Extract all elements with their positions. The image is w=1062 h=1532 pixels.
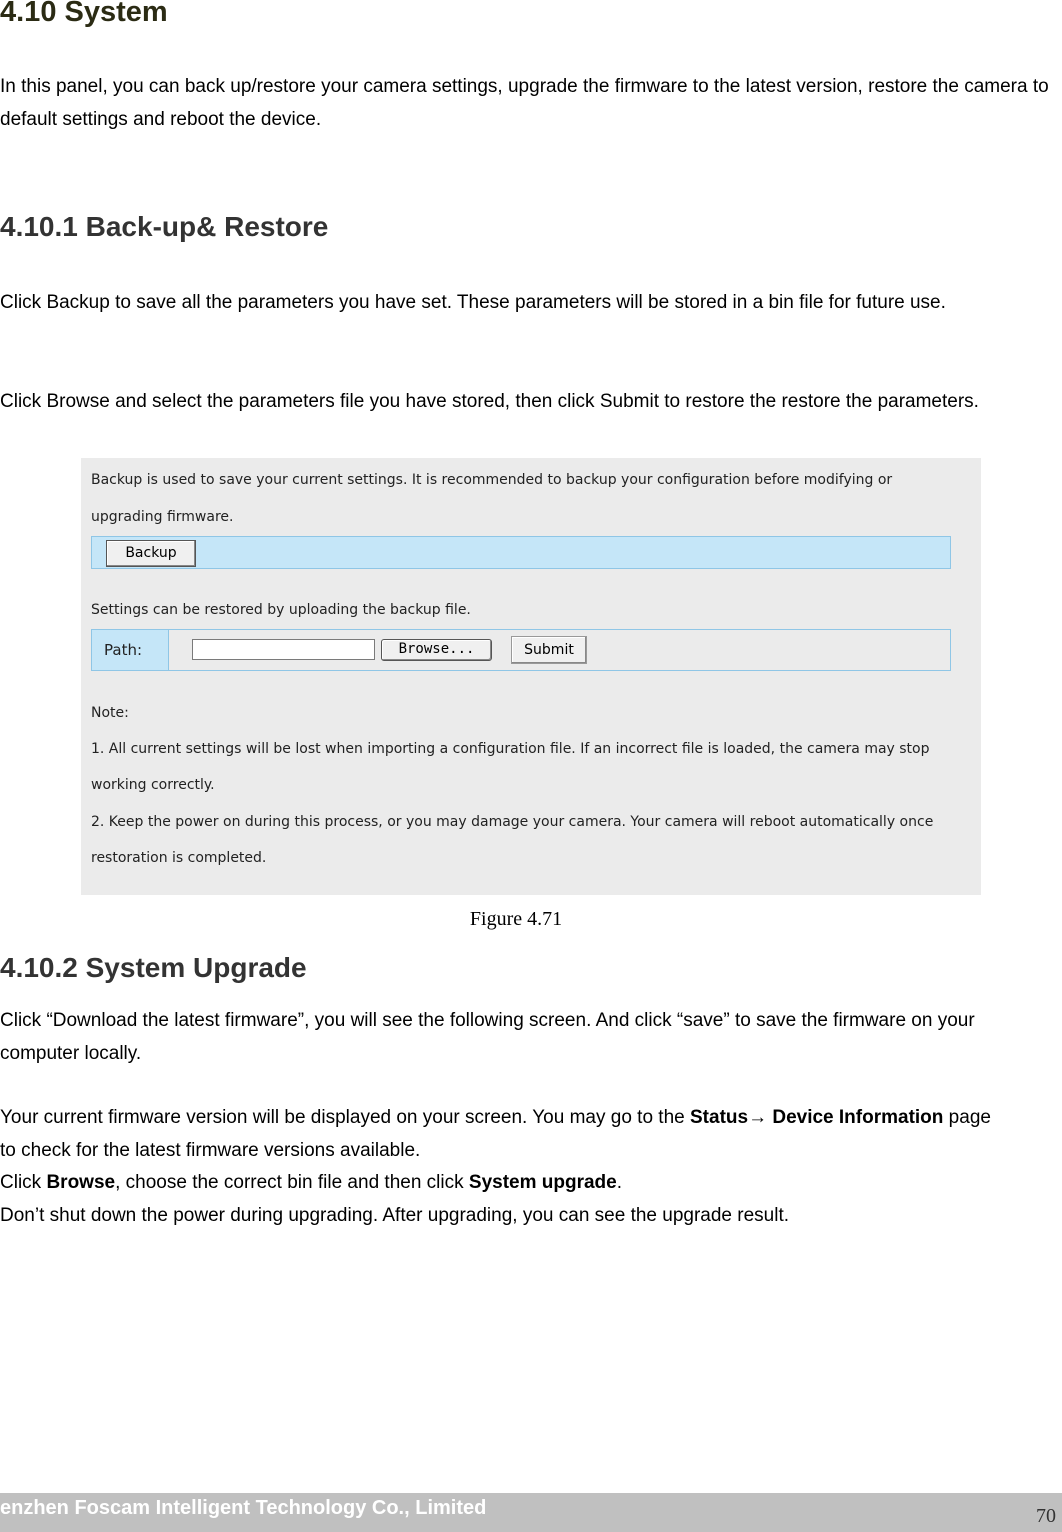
backup-restore-screenshot [81,458,981,895]
upgrade-paragraph-3 [0,1166,1062,1199]
backup-description-line2: upgrading firmware. [91,509,234,525]
path-label: Path: [104,641,143,659]
upgrade-p3-middle: , choose the correct bin file and then click [115,1172,469,1193]
backup-button[interactable]: Backup [106,540,196,567]
status-label: Status [690,1107,749,1128]
path-label-cell [92,630,169,670]
upgrade-p2-tail: page to check for the latest firmware versions available. [0,1107,991,1161]
file-path-input[interactable] [192,639,375,660]
restore-description: Settings can be restored by uploading the backup file. [91,602,471,618]
page-footer [0,1493,1062,1532]
system-upgrade-label: System upgrade [468,1172,617,1193]
upgrade-paragraph-1: Click “Download the latest firmware”, you will see the following screen. And click “save” to save the firmware on your computer locally. [0,1010,975,1064]
note2-line1: 2. Keep the power on during this process, or you may damage your camera. Your camera will reboot automatically once [91,814,934,830]
backup-restore-heading: 4.10.1 Back-up& Restore [0,211,329,242]
upgrade-p3-tail: . [616,1172,623,1193]
intro-paragraph: In this panel, you can back up/restore your camera settings, upgrade the firmware to the latest version, restore the camera to default settings and reboot the device. [0,76,1049,130]
note2-line2: restoration is completed. [91,850,267,866]
restore-paragraph: Click Browse and select the parameters file you have stored, then click Submit to restore the restore the parameters. [0,391,979,412]
browse-button[interactable]: Browse... [381,639,492,661]
upgrade-p2-text: Your current firmware version will be displayed on your screen. You may go to the [0,1107,690,1128]
backup-description-line1: Backup is used to save your current settings. It is recommended to backup your configuration before modifying or [91,472,893,488]
browse-label: Browse [46,1172,116,1193]
backup-row [91,536,951,569]
page-number: 70 [1036,1505,1056,1527]
note1-line1: 1. All current settings will be lost when importing a configuration file. If an incorrect file is loaded, the camera may stop [91,741,930,757]
upgrade-paragraph-4: Don’t shut down the power during upgrading. After upgrading, you can see the upgrade result. [0,1205,790,1226]
note1-line2: working correctly. [91,777,215,793]
device-information-label: Device Information [767,1107,944,1128]
arrow-right-icon: → [748,1107,768,1128]
restore-row [91,629,951,671]
company-name: enzhen Foscam Intelligent Technology Co., Limited [0,1497,487,1519]
backup-paragraph: Click Backup to save all the parameters you have set. These parameters will be stored in a bin file for future use. [0,292,946,313]
system-upgrade-heading: 4.10.2 System Upgrade [0,952,307,983]
section-title: 4.10 System [0,0,168,28]
upgrade-p3-text: Click [0,1172,47,1193]
upgrade-paragraph-2 [0,1101,1000,1167]
submit-button[interactable]: Submit [511,636,587,664]
figure-caption: Figure 4.71 [469,908,563,930]
note-title: Note: [91,705,129,721]
